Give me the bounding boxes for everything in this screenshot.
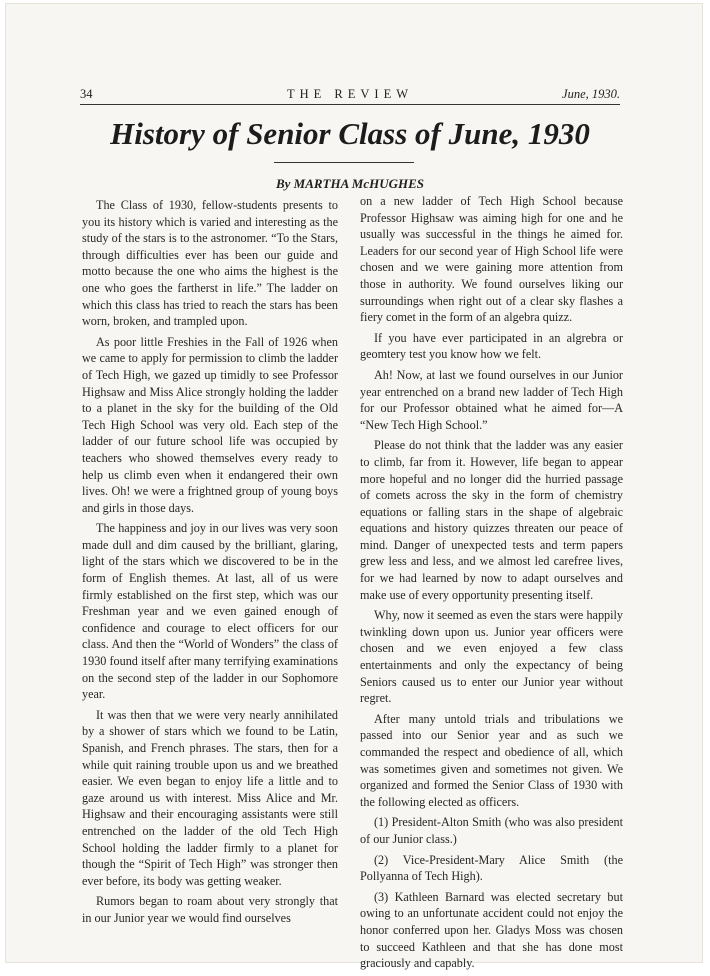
header-rule xyxy=(80,104,620,105)
paragraph: (1) President-Alton Smith (who was also president of our Junior class.) xyxy=(360,815,623,846)
paragraph: It was then that we were very nearly annihilated by a shower of stars which we found to be Latin, Spanish, and French phrases. The stars, then for a while quit raining trouble upon us and we breathed easier. We even began to enjoy life a little and to gaze around us with interest. Miss Alice and Mr. Highsaw and their encouraging assistants were still entrenched on the ladder of the old Tech High School holding the ladder firmly to a planet for though the “Spirit of Tech High” was stronger then ever before, its body was getting weaker. xyxy=(82,707,338,888)
paragraph: The Class of 1930, fellow-students presents to you its history which is varied and interesting as the study of the stars is to the astronomer. “To the Stars, through difficulties ever has been our guide and motto because the one who aims the highest is the one who goes the fartherst in life.” The ladder on which this class has tried to reach the stars has been worn, broken, and trampled upon. xyxy=(82,198,338,329)
paragraph: (3) Kathleen Barnard was elected secretary but owing to an unfortunate accident could not enjoy the honor conferred upon her. Gladys Moss was chosen to succeed Kathleen and that she has done most graciously and capably. xyxy=(360,889,623,971)
page-number: 34 xyxy=(80,87,93,101)
left-column xyxy=(82,197,338,931)
right-column xyxy=(360,193,623,976)
paragraph: If you have ever participated in an algrebra or geomtery test you know how we felt. xyxy=(360,330,623,362)
paragraph: (2) Vice-President-Mary Alice Smith (the Pollyanna of Tech High). xyxy=(360,852,623,884)
paragraph: Rumors began to roam about very strongly that in our Junior year we would find ourselves xyxy=(82,894,338,925)
article-byline: By MARTHA McHUGHES xyxy=(275,176,425,191)
title-rule xyxy=(274,162,414,163)
paragraph: Why, now it seemed as even the stars were happily twinkling down upon us. Junior year officers were chosen and we even enjoyed a few class entertainments and only the expectancy of being Seniors caused us to enter our Junior year without regret. xyxy=(360,608,623,706)
paragraph: After many untold trials and tribulations we passed into our Senior year and as such we commanded the respect and obedience of all, which was sometimes given and sometimes not given. We organized and formed the Senior Class of 1930 with the following elected as officers. xyxy=(360,711,623,809)
issue-date: June, 1930. xyxy=(562,87,620,101)
running-title: THE REVIEW xyxy=(286,87,414,101)
paragraph: Ah! Now, at last we found ourselves in our Junior year entrenched on a brand new ladder of Tech High for our Professor obtained what he aimed for—A “New Tech High School.” xyxy=(360,367,623,432)
paragraph: The happiness and joy in our lives was very soon made dull and dim caused by the brilliant, glaring, light of the stars which we discovered to be in the form of English themes. At last, all of us were firmly established on the first step, which was our Freshman year and we even gained enough of confidence and courage to elect officers for our class. And then the “World of Wonders” the class of 1930 found itself after many terrifying examinations on the second step of the ladder in our Sophomore year. xyxy=(82,521,338,702)
paragraph: on a new ladder of Tech High School because Professor Highsaw was aiming high for one and he usually was successful in the things he aimed for. Leaders for our second year of High School life were chosen and we were gaining more attention from those in authority. We found ourselves liking our surroundings when right out of a clear sky flashes a fiery comet in the form of an algebra quizz. xyxy=(360,194,623,325)
paragraph: As poor little Freshies in the Fall of 1926 when we came to apply for permission to climb the ladder of Tech High, we gazed up timidly to see Professor Highsaw and Miss Alice strongly holding the ladder to a planet in the sky for the building of the Old Tech High School was very old. Each step of the ladder of our future school life was occupied by teachers who showed themselves every ready to help us climb even when it endangered their own lives. Oh! we were a frightned group of young boys and girls in those days. xyxy=(82,334,338,515)
paragraph: Please do not think that the ladder was any easier to climb, far from it. However, life began to appear more hopeful and no longer did the hurried passage of comets across the sky in the form of chemistry equations or falling stars in the shape of algebraic equations and history quizzes threaten our peace of mind. Danger of unexpected tests and term papers grew less and less, and we almost led carefree lives, for we had learned by now to adapt ourselves and make use of every opportunity presenting itself. xyxy=(360,438,623,602)
article-title: History of Senior Class of June, 1930 xyxy=(110,116,590,151)
